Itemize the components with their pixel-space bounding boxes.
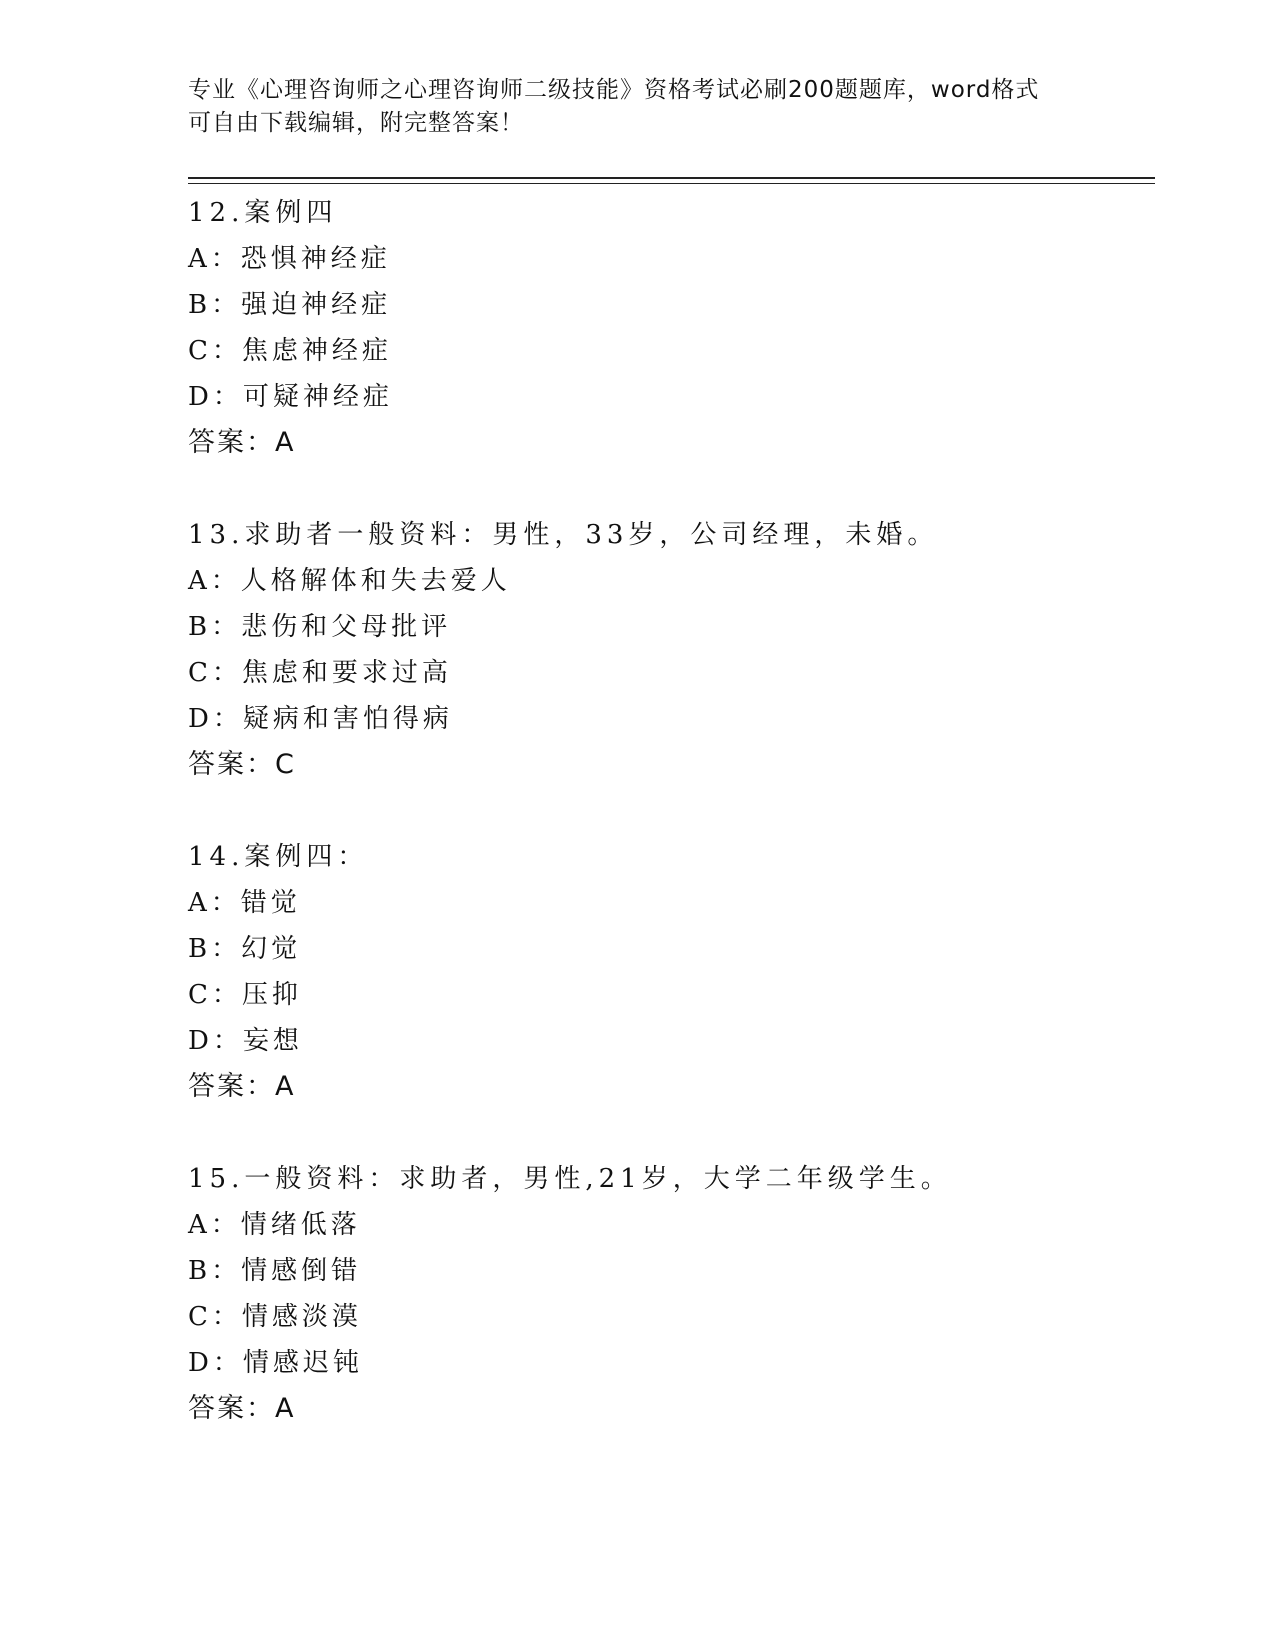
- question-14: [188, 834, 1148, 1110]
- option-b: B：幻觉: [188, 934, 302, 964]
- option-d: D：可疑神经症: [188, 382, 393, 412]
- question-stem: 15.一般资料：求助者，男性,21岁，大学二年级学生。: [188, 1164, 952, 1194]
- answer-label: 答案：A: [188, 1071, 296, 1102]
- question-13: [188, 512, 1148, 788]
- option-c: C：焦虑和要求过高: [188, 658, 452, 688]
- option-a: A：错觉: [188, 888, 301, 918]
- question-stem: 12.案例四: [188, 198, 338, 228]
- option-a: A：恐惧神经症: [188, 244, 391, 274]
- option-b: B：强迫神经症: [188, 290, 392, 320]
- question-list: [188, 190, 1148, 1478]
- question-stem: 13.求助者一般资料：男性，33岁，公司经理，未婚。: [188, 520, 939, 550]
- header-divider-thick: [188, 177, 1155, 179]
- option-b: B：悲伤和父母批评: [188, 612, 452, 642]
- question-15: [188, 1156, 1148, 1432]
- option-d: D：妄想: [188, 1026, 303, 1056]
- answer-label: 答案：C: [188, 749, 296, 780]
- option-c: C：焦虑神经症: [188, 336, 392, 366]
- option-c: C：压抑: [188, 980, 302, 1010]
- header-line-1: 专业《心理咨询师之心理咨询师二级技能》资格考试必刷200题题库，word格式: [188, 77, 1040, 103]
- document-header: [188, 74, 1088, 140]
- header-line-2: 可自由下载编辑，附完整答案！: [188, 110, 524, 136]
- option-a: A：人格解体和失去爱人: [188, 566, 511, 596]
- answer-label: 答案：A: [188, 427, 296, 458]
- question-stem: 14.案例四：: [188, 842, 369, 872]
- header-divider-thin: [188, 183, 1155, 184]
- question-12: [188, 190, 1148, 466]
- option-a: A：情绪低落: [188, 1210, 361, 1240]
- option-b: B：情感倒错: [188, 1256, 362, 1286]
- option-d: D：疑病和害怕得病: [188, 704, 453, 734]
- option-c: C：情感淡漠: [188, 1302, 362, 1332]
- answer-label: 答案：A: [188, 1393, 296, 1424]
- option-d: D：情感迟钝: [188, 1348, 363, 1378]
